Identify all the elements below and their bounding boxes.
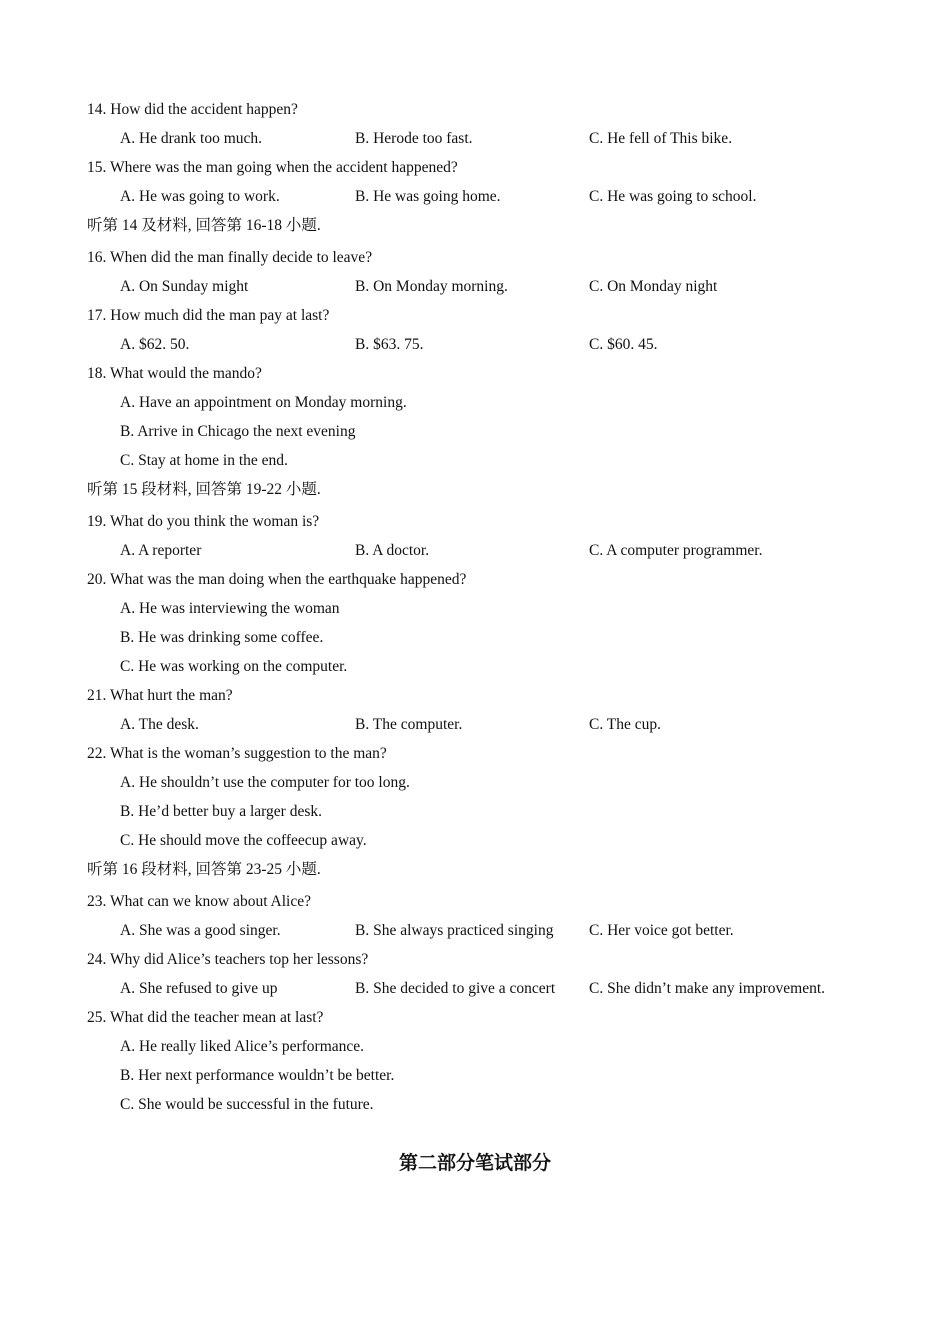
question-18-option-c: C. Stay at home in the end. — [120, 452, 288, 469]
question-25-option-b: B. Her next performance wouldn’t be better. — [120, 1067, 395, 1084]
question-16-option-c: C. On Monday night — [589, 278, 718, 295]
question-20-option-c: C. He was working on the computer. — [120, 658, 348, 675]
question-18-stem: 18. What would the mando? — [87, 365, 262, 382]
section-title: 第二部分笔试部分 — [398, 1152, 551, 1174]
question-16-stem: 16. When did the man finally decide to leave? — [87, 249, 373, 266]
question-15-stem: 15. Where was the man going when the accident happened? — [87, 159, 458, 176]
question-15-option-b: B. He was going home. — [355, 188, 501, 205]
question-14-option-a: A. He drank too much. — [120, 130, 263, 147]
question-22-stem: 22. What is the woman’s suggestion to the man? — [87, 745, 387, 762]
question-23-stem: 23. What can we know about Alice? — [87, 893, 311, 910]
question-15-option-c: C. He was going to school. — [589, 188, 757, 205]
question-23-option-b: B. She always practiced singing — [355, 922, 554, 939]
question-14-option-c: C. He fell of This bike. — [589, 130, 733, 147]
question-25-option-c: C. She would be successful in the future. — [120, 1096, 374, 1113]
question-18-option-b: B. Arrive in Chicago the next evening — [120, 423, 356, 440]
question-20-option-b: B. He was drinking some coffee. — [120, 629, 324, 646]
question-14-stem: 14. How did the accident happen? — [87, 101, 298, 118]
question-17-option-c: C. $60. 45. — [589, 336, 658, 353]
question-15-option-a: A. He was going to work. — [120, 188, 280, 205]
question-23-option-c: C. Her voice got better. — [589, 922, 734, 939]
question-17-option-b: B. $63. 75. — [355, 336, 424, 353]
question-14-option-b: B. Herode too fast. — [355, 130, 473, 147]
question-24-option-c: C. She didn’t make any improvement. — [589, 980, 826, 997]
question-21-option-b: B. The computer. — [355, 716, 463, 733]
listening-instruction-14: 听第 14 及材料, 回答第 16-18 小题. — [87, 217, 321, 234]
question-19-option-c: C. A computer programmer. — [589, 542, 763, 559]
question-19-option-a: A. A reporter — [120, 542, 202, 559]
question-17-option-a: A. $62. 50. — [120, 336, 190, 353]
question-20-option-a: A. He was interviewing the woman — [120, 600, 340, 617]
question-25-option-a: A. He really liked Alice’s performance. — [120, 1038, 365, 1055]
question-22-option-c: C. He should move the coffeecup away. — [120, 832, 367, 849]
question-22-option-b: B. He’d better buy a larger desk. — [120, 803, 323, 820]
question-21-option-a: A. The desk. — [120, 716, 199, 733]
question-21-stem: 21. What hurt the man? — [87, 687, 233, 704]
question-19-option-b: B. A doctor. — [355, 542, 430, 559]
question-24-option-a: A. She refused to give up — [120, 980, 278, 997]
question-19-stem: 19. What do you think the woman is? — [87, 513, 320, 530]
question-18-option-a: A. Have an appointment on Monday morning. — [120, 394, 407, 411]
question-21-option-c: C. The cup. — [589, 716, 662, 733]
question-17-stem: 17. How much did the man pay at last? — [87, 307, 330, 324]
question-25-stem: 25. What did the teacher mean at last? — [87, 1009, 324, 1026]
question-23-option-a: A. She was a good singer. — [120, 922, 281, 939]
listening-instruction-15: 听第 15 段材料, 回答第 19-22 小题. — [87, 481, 321, 498]
question-24-option-b: B. She decided to give a concert — [355, 980, 556, 997]
listening-instruction-16: 听第 16 段材料, 回答第 23-25 小题. — [87, 861, 321, 878]
question-24-stem: 24. Why did Alice’s teachers top her lessons? — [87, 951, 369, 968]
question-22-option-a: A. He shouldn’t use the computer for too long. — [120, 774, 410, 791]
question-16-option-b: B. On Monday morning. — [355, 278, 508, 295]
question-16-option-a: A. On Sunday might — [120, 278, 249, 295]
question-20-stem: 20. What was the man doing when the earthquake happened? — [87, 571, 467, 588]
